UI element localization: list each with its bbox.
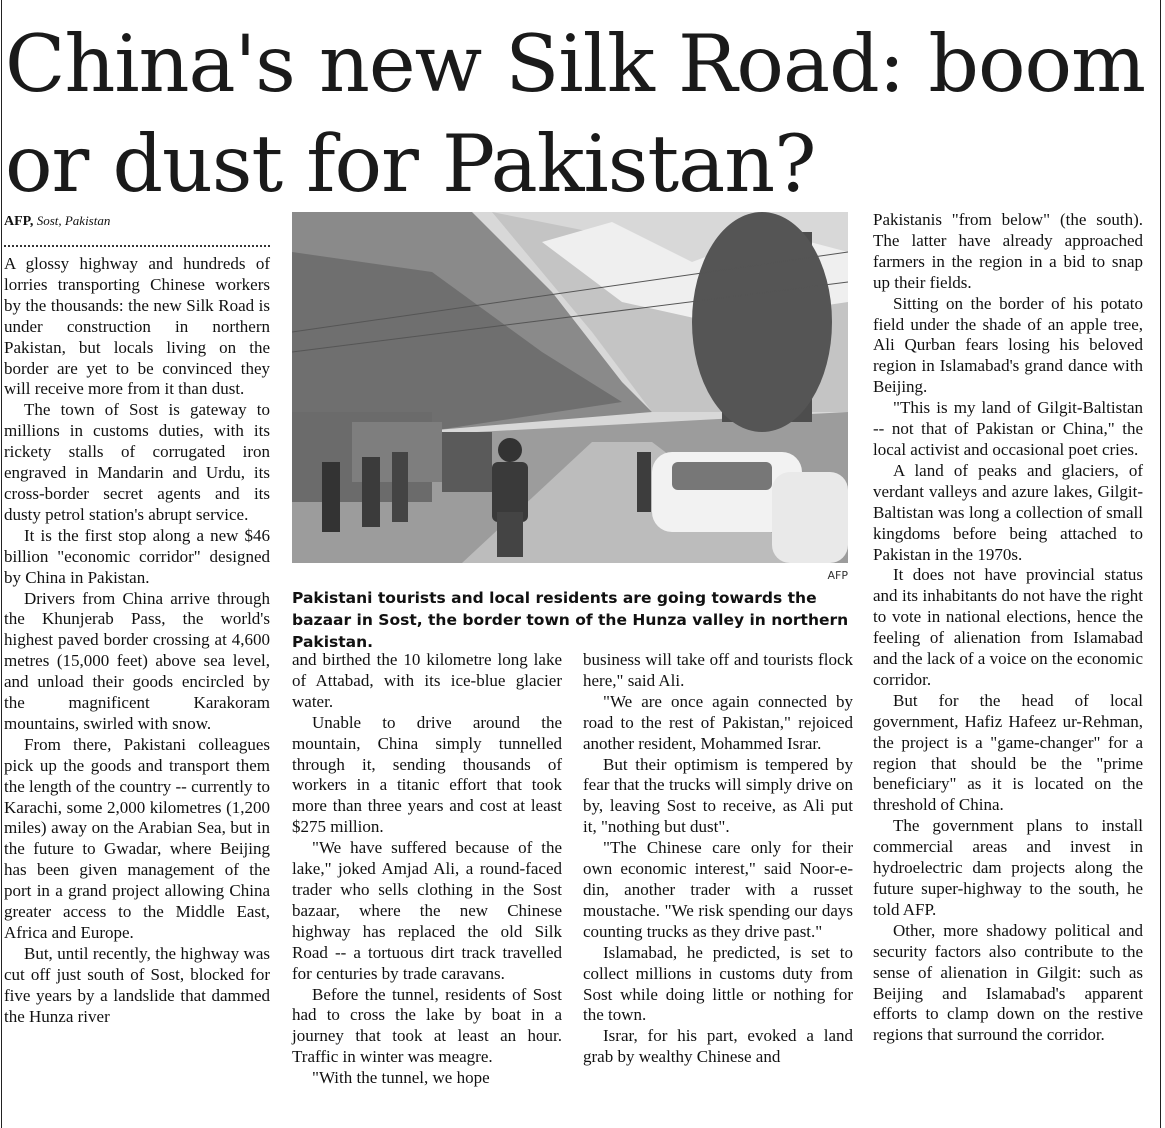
headline: China's new Silk Road: boom or dust for Pakistan? bbox=[5, 18, 1145, 210]
paragraph: A land of peaks and glaciers, of verdant valleys and azure lakes, Gilgit-Baltistan was long a collection of small kingdoms before being attached to Pakistan in the 1970s. bbox=[873, 460, 1143, 564]
paragraph: business will take off and tourists flock here," said Ali. bbox=[583, 650, 853, 690]
paragraph: But their optimism is tempered by fear that the trucks will simply drive on by, leaving Sost to receive, as Ali put it, "nothing but dust". bbox=[583, 754, 853, 837]
paragraph: "We are once again connected by road to the rest of Pakistan," rejoiced another resident, Mohammed Israr. bbox=[583, 691, 853, 753]
paragraph: "This is my land of Gilgit-Baltistan -- not that of Pakistan or China," the local activist and occasional poet cries. bbox=[873, 398, 1143, 459]
paragraph: Drivers from China arrive through the Khunjerab Pass, the world's highest paved border crossing at 4,600 metres (15,000 feet) above sea level, and unload their goods encircled by the magnificent Karakoram mountains, swirled with snow. bbox=[4, 588, 270, 733]
paragraph: Before the tunnel, residents of Sost had to cross the lake by boat in a journey that took at least an hour. Traffic in winter was meagre. bbox=[292, 984, 562, 1067]
byline bbox=[4, 213, 274, 230]
page-left-rule bbox=[1, 0, 2, 1128]
paragraph: A glossy highway and hundreds of lorries transporting Chinese workers by the thousands: the new Silk Road is under construction in northern Pakistan, but locals living on the border are yet to be convinced they will receive more from it than dust. bbox=[4, 254, 270, 399]
article-column-4 bbox=[873, 210, 1143, 1046]
byline-agency: AFP, bbox=[4, 214, 34, 229]
article-column-3 bbox=[583, 650, 853, 1068]
paragraph: Unable to drive around the mountain, China simply tunnelled through it, sending thousands of workers in a titanic effort that took more than three years and cost at least $275 million. bbox=[292, 712, 562, 837]
byline-place: Sost, Pakistan bbox=[36, 213, 111, 228]
paragraph: Pakistanis "from below" (the south). The latter have already approached farmers in the region in a bid to snap up their fields. bbox=[873, 210, 1143, 292]
paragraph: Sitting on the border of his potato field under the shade of an apple tree, Ali Qurban fears losing his beloved region in Islamabad's grand dance with Beijing. bbox=[873, 293, 1143, 397]
page-right-rule bbox=[1160, 0, 1161, 1128]
paragraph: Other, more shadowy political and security factors also contribute to the sense of alienation in Gilgit: such as Beijing and Islamabad's apparent efforts to clamp down on the restive regions that surround the corridor. bbox=[873, 920, 1143, 1045]
photo-credit: AFP bbox=[827, 569, 848, 582]
paragraph: The town of Sost is gateway to millions in customs duties, with its rickety stalls of corrugated iron engraved in Mandarin and Urdu, its cross-border secret agents and its dusty petrol station's abrupt service. bbox=[4, 400, 270, 524]
paragraph: and birthed the 10 kilometre long lake of Attabad, with its ice-blue glacier water. bbox=[292, 650, 562, 711]
byline-divider bbox=[4, 245, 270, 247]
paragraph: It is the first stop along a new $46 billion "economic corridor" designed by China in Pakistan. bbox=[4, 525, 270, 587]
paragraph: Islamabad, he predicted, is set to collect millions in customs duty from Sost while doing little or nothing for the town. bbox=[583, 942, 853, 1025]
paragraph: From there, Pakistani colleagues pick up the goods and transport them the length of the country -- currently to Karachi, some 2,000 kilometres (1,200 miles) away on the Arabian Sea, but in the future to Gwadar, where Beijing has been given management of the port in a grand project allowing China greater access to the Middle East, Africa and Europe. bbox=[4, 734, 270, 942]
photo-caption: Pakistani tourists and local residents are going towards the bazaar in Sost, the border town of the Hunza valley in northern Pakistan. bbox=[292, 589, 849, 651]
paragraph: But, until recently, the highway was cut off just south of Sost, blocked for five years by a landslide that dammed the Hunza river bbox=[4, 943, 270, 1026]
paragraph: But for the head of local government, Hafiz Hafeez ur-Rehman, the project is a "game-changer" for a region that should be the "prime beneficiary" as it is located on the threshold of China. bbox=[873, 690, 1143, 815]
paragraph: The government plans to install commercial areas and invest in hydroelectric dam projects along the future super-highway to the south, he told AFP. bbox=[873, 816, 1143, 919]
street-scene-photo-icon bbox=[292, 212, 848, 563]
paragraph: Israr, for his part, evoked a land grab by wealthy Chinese and bbox=[583, 1026, 853, 1067]
paragraph: "The Chinese care only for their own economic interest," said Noor-e-din, another trader with a russet moustache. "We risk spending our days counting trucks as they drive past." bbox=[583, 838, 853, 941]
article-column-1 bbox=[4, 254, 270, 1028]
news-photo bbox=[292, 212, 848, 563]
paragraph: "We have suffered because of the lake," joked Amjad Ali, a round-faced trader who sells clothing in the Sost bazaar, where the new Chinese highway has replaced the old Silk Road -- a tortuous dirt track travelled for centuries by trade caravans. bbox=[292, 838, 562, 983]
paragraph: "With the tunnel, we hope bbox=[312, 1068, 490, 1088]
article-column-2 bbox=[292, 650, 562, 1089]
paragraph: It does not have provincial status and its inhabitants do not have the right to vote in national elections, hence the feeling of alienation from Islamabad and the lack of a voice on the economic corridor. bbox=[873, 565, 1143, 689]
